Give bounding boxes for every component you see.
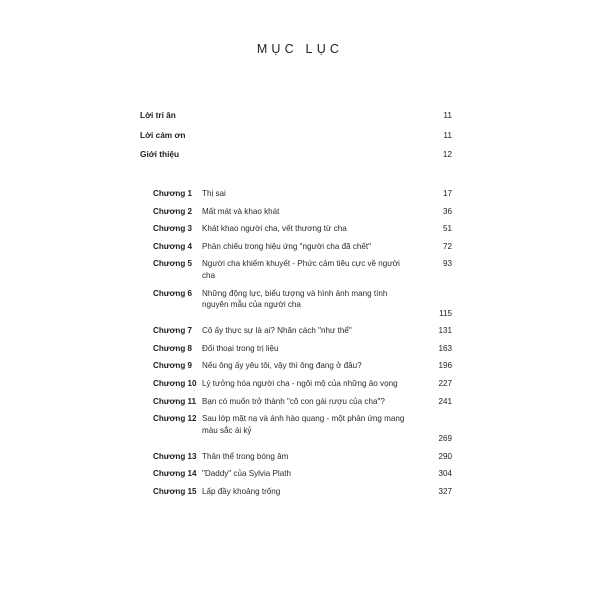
chapter-row xyxy=(153,357,452,375)
chapter-number: Chương 8 xyxy=(153,343,193,353)
chapter-page: 327 xyxy=(438,486,452,496)
chapter-row xyxy=(153,410,452,448)
chapter-title: Lý tưởng hóa người cha - ngôi mộ của những ảo vọng xyxy=(202,378,398,388)
front-matter-list xyxy=(140,106,452,165)
chapter-page: 36 xyxy=(442,206,452,216)
chapter-title: Lấp đầy khoảng trống xyxy=(202,486,281,496)
chapter-title: Người cha khiếm khuyết - Phức cảm tiêu cực về người cha xyxy=(202,259,400,280)
chapter-list xyxy=(153,185,452,501)
chapter-number: Chương 10 xyxy=(153,378,197,388)
chapter-page: 17 xyxy=(442,189,452,198)
chapter-title: Mất mát và khao khát xyxy=(202,206,280,216)
chapter-row xyxy=(153,255,452,284)
chapter-title: Thân thể trong bóng âm xyxy=(202,451,289,461)
chapter-title: "Daddy" của Sylvia Plath xyxy=(202,469,291,479)
chapter-number: Chương 6 xyxy=(153,288,193,298)
chapter-title: Sau lớp mặt nạ và ánh hào quang - một phản ứng mang màu sắc ái kỷ xyxy=(202,414,405,435)
chapter-page: 115 xyxy=(439,308,452,318)
chapter-page: 163 xyxy=(438,343,452,353)
chapter-number: Chương 9 xyxy=(153,361,193,371)
chapter-number: Chương 12 xyxy=(153,414,197,424)
chapter-page: 131 xyxy=(438,326,452,336)
chapter-number: Chương 4 xyxy=(153,241,193,251)
front-matter-page: 11 xyxy=(443,129,452,140)
front-matter-item xyxy=(140,145,452,165)
page-title: MỤC LỤC xyxy=(256,42,344,56)
chapter-row xyxy=(153,203,452,221)
front-matter-label: Lời cảm ơn xyxy=(140,129,186,140)
chapter-page: 290 xyxy=(438,451,452,461)
chapter-number: Chương 11 xyxy=(153,396,197,406)
chapter-number: Chương 3 xyxy=(153,224,193,234)
chapter-page: 241 xyxy=(438,396,452,406)
chapter-number: Chương 1 xyxy=(153,189,193,198)
chapter-row xyxy=(153,375,452,393)
chapter-page: 227 xyxy=(438,378,452,388)
chapter-title: Bạn có muốn trở thành "cô con gái rượu của cha"? xyxy=(202,396,385,406)
chapter-row xyxy=(153,448,452,466)
front-matter-page: 11 xyxy=(443,110,452,120)
chapter-row xyxy=(153,465,452,483)
chapter-number: Chương 14 xyxy=(153,469,197,479)
chapter-number: Chương 13 xyxy=(153,451,197,461)
chapter-row xyxy=(153,483,452,501)
chapter-row xyxy=(153,238,452,256)
chapter-title: Cô ấy thực sự là ai? Nhân cách "như thể" xyxy=(202,326,352,336)
chapter-row xyxy=(153,220,452,238)
front-matter-item xyxy=(140,126,452,146)
chapter-page: 51 xyxy=(442,224,452,234)
chapter-title: Khát khao người cha, vết thương từ cha xyxy=(202,224,347,234)
chapter-number: Chương 5 xyxy=(153,259,193,269)
front-matter-label: Giới thiệu xyxy=(140,149,180,160)
chapter-number: Chương 2 xyxy=(153,206,193,216)
chapter-page: 196 xyxy=(438,361,452,371)
chapter-page: 93 xyxy=(442,259,452,269)
chapter-title: Phản chiếu trong hiệu ứng "người cha đã chết" xyxy=(202,241,372,251)
chapter-title: Nếu ông ấy yêu tôi, vậy thì ông đang ở đâu? xyxy=(202,361,362,371)
chapter-row xyxy=(153,393,452,411)
chapter-row xyxy=(153,185,452,203)
front-matter-item xyxy=(140,106,452,126)
chapter-page: 72 xyxy=(442,241,452,251)
chapter-row xyxy=(153,285,452,323)
chapter-title: Thị sai xyxy=(202,189,226,198)
chapter-number: Chương 15 xyxy=(153,486,197,496)
chapter-number: Chương 7 xyxy=(153,326,193,336)
chapter-row xyxy=(153,322,452,340)
chapter-page: 304 xyxy=(438,469,452,479)
front-matter-label: Lời tri ân xyxy=(140,110,176,120)
chapter-title: Đối thoại trong trị liệu xyxy=(202,343,279,353)
chapter-row xyxy=(153,340,452,358)
chapter-title: Những động lực, biểu tượng và hình ảnh mang tính nguyên mẫu của người cha xyxy=(202,288,388,310)
front-matter-page: 12 xyxy=(442,149,452,160)
chapter-page: 269 xyxy=(438,434,452,444)
